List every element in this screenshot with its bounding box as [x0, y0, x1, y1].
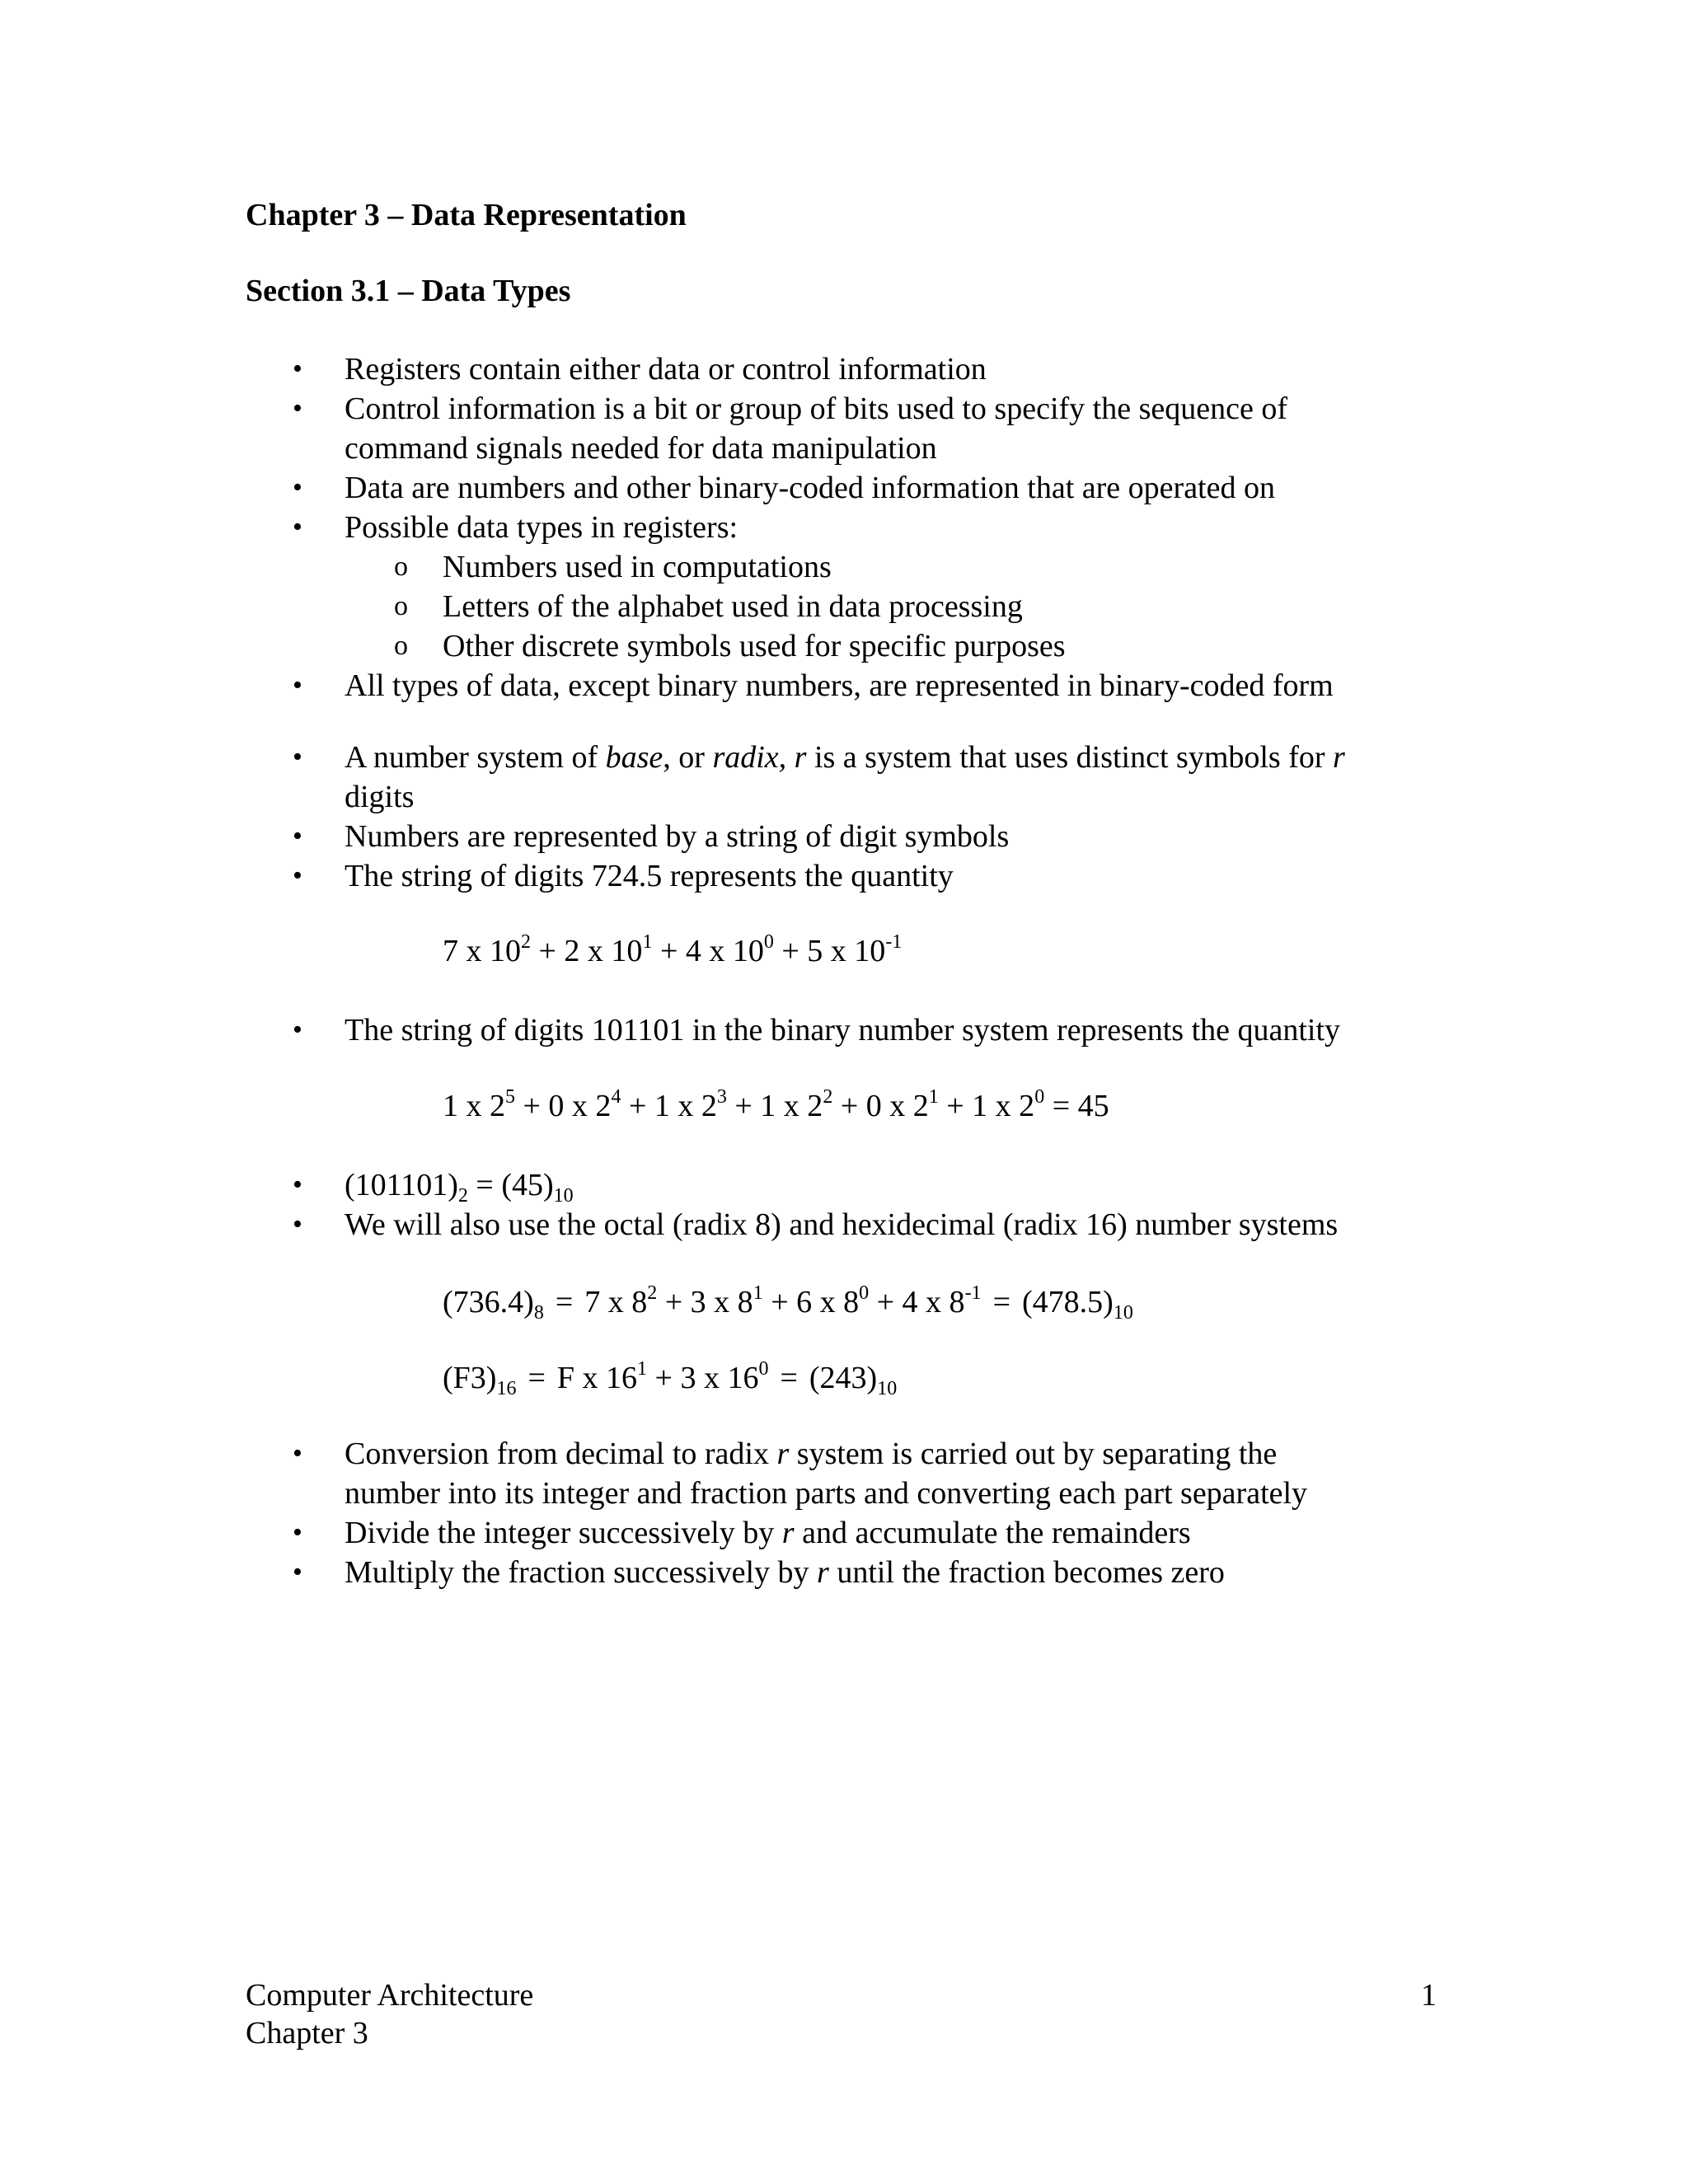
- list-item: • Possible data types in registers:: [0, 508, 1432, 547]
- list-item: • $(101101)_2 = (45)_{10}$: [0, 1165, 1432, 1205]
- formula-octal: $(736.4)_8 = 7$ x $8^2 + 3$ x $8^1 + 6$ x $8^0 + 4$ x $8^{-1} = (478.5)_{10}$: [443, 1282, 1133, 1324]
- bullet-icon: •: [293, 821, 302, 851]
- bullet-icon: •: [293, 354, 302, 384]
- list-item: • Control information is a bit or group of bits used to specify the sequence of command signals needed for data manipulation: [0, 389, 1367, 468]
- list-item: • We will also use the octal (radix 8) and hexidecimal (radix 16) number systems: [0, 1205, 1498, 1244]
- radix-list: [0, 738, 1688, 896]
- bullet-icon: •: [293, 1015, 302, 1045]
- section-title: Section 3.1 – Data Types: [246, 274, 571, 308]
- footer-chapter: Chapter 3: [246, 2016, 368, 2050]
- page-number: 1: [1421, 1978, 1437, 2013]
- chapter-title: Chapter 3 – Data Representation: [246, 198, 687, 232]
- bullet-icon: •: [293, 1209, 302, 1240]
- formula-hex: $(F3)_{16} = F$ x $16^1 + 3$ x $16^0 = (243)_{10}$: [443, 1358, 898, 1399]
- bullet-icon: •: [293, 1557, 302, 1587]
- bullet-icon: •: [293, 1517, 302, 1548]
- bullet-icon: •: [293, 472, 302, 503]
- formula-724-5: 7 x $10^2 + 2$ x $10^1 + 4$ x $10^0 + 5$ x $10^{-1}$: [443, 931, 903, 968]
- list-item: • Multiply the fraction successively by r until the fraction becomes zero: [0, 1553, 1432, 1592]
- sub-list-item: o Other discrete symbols used for specific purposes: [0, 626, 1688, 666]
- circle-bullet-icon: o: [394, 551, 408, 582]
- sub-list-item: o Numbers used in computations: [0, 547, 1688, 587]
- octal-hex-list: [0, 1165, 1688, 1244]
- bullet-icon: •: [293, 860, 302, 891]
- list-item: • Divide the integer successively by r and accumulate the remainders: [0, 1513, 1432, 1553]
- bullet-icon: •: [293, 1169, 302, 1200]
- circle-bullet-icon: o: [394, 591, 408, 621]
- bullet-icon: •: [293, 742, 302, 772]
- bullet-icon: •: [293, 670, 302, 701]
- list-item: • The string of digits 724.5 represents the quantity: [0, 856, 1432, 896]
- conversion-list: [0, 1434, 1688, 1592]
- bullet-icon: •: [293, 393, 302, 424]
- bullet-icon: •: [293, 512, 302, 542]
- list-item: • Data are numbers and other binary-coded information that are operated on: [0, 468, 1432, 508]
- bullet-icon: •: [293, 1438, 302, 1469]
- formula-binary: 1 x $2^5 + 0$ x $2^4 + 1$ x $2^3 + 1$ x $2^2 + 0$ x $2^1 + 1$ x $2^0 = 45$: [443, 1086, 1109, 1123]
- footer-course: Computer Architecture: [246, 1978, 534, 2013]
- circle-bullet-icon: o: [394, 630, 408, 661]
- list-item: • Numbers are represented by a string of digit symbols: [0, 817, 1432, 856]
- list-item: • All types of data, except binary numbers, are represented in binary-coded form: [0, 666, 1432, 705]
- data-types-list: [0, 349, 1688, 705]
- list-item: • A number system of base, or radix, r is a system that uses distinct symbols for r digits: [0, 738, 1416, 817]
- sub-list-item: o Letters of the alphabet used in data processing: [0, 587, 1688, 626]
- binary-list: [0, 1010, 1688, 1050]
- list-item: • The string of digits 101101 in the binary number system represents the quantity: [0, 1010, 1498, 1050]
- list-item: • Conversion from decimal to radix r system is carried out by separating the number into its integer and fraction parts and converting each part separately: [0, 1434, 1375, 1513]
- list-item: • Registers contain either data or control information: [0, 349, 1432, 389]
